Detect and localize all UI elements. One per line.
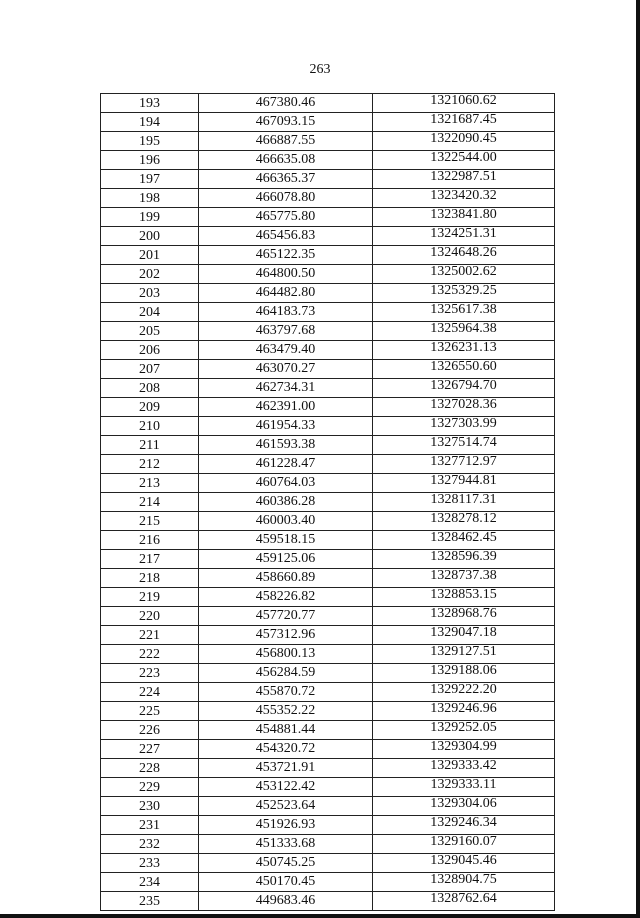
- table-row: [101, 854, 555, 873]
- y-coordinate-cell: 1328737.38: [373, 569, 555, 588]
- table-row: [101, 626, 555, 645]
- y-coordinate-cell: 1328596.39: [373, 550, 555, 569]
- table-row: [101, 683, 555, 702]
- table-row: [101, 151, 555, 170]
- y-coordinate-cell: 1328117.31: [373, 493, 555, 512]
- point-number-cell: 214: [101, 493, 199, 512]
- point-number-cell: 212: [101, 455, 199, 474]
- y-coordinate-cell: 1326794.70: [373, 379, 555, 398]
- x-coordinate-cell: 464482.80: [199, 284, 373, 303]
- y-coordinate-cell: 1328853.15: [373, 588, 555, 607]
- y-coordinate-cell: 1329160.07: [373, 835, 555, 854]
- table-row: [101, 721, 555, 740]
- table-row: [101, 702, 555, 721]
- table-row: [101, 132, 555, 151]
- y-coordinate-cell: 1328904.75: [373, 873, 555, 892]
- point-number-cell: 221: [101, 626, 199, 645]
- y-coordinate-cell: 1324251.31: [373, 227, 555, 246]
- x-coordinate-cell: 457312.96: [199, 626, 373, 645]
- table-row: [101, 284, 555, 303]
- y-coordinate-cell: 1323420.32: [373, 189, 555, 208]
- table-row: [101, 246, 555, 265]
- x-coordinate-cell: 453721.91: [199, 759, 373, 778]
- y-coordinate-cell: 1321060.62: [373, 94, 555, 113]
- x-coordinate-cell: 459125.06: [199, 550, 373, 569]
- point-number-cell: 202: [101, 265, 199, 284]
- coordinates-table-body: [101, 94, 555, 911]
- point-number-cell: 216: [101, 531, 199, 550]
- x-coordinate-cell: 463797.68: [199, 322, 373, 341]
- point-number-cell: 231: [101, 816, 199, 835]
- x-coordinate-cell: 465456.83: [199, 227, 373, 246]
- table-row: [101, 778, 555, 797]
- point-number-cell: 232: [101, 835, 199, 854]
- table-row: [101, 322, 555, 341]
- y-coordinate-cell: 1321687.45: [373, 113, 555, 132]
- y-coordinate-cell: 1325964.38: [373, 322, 555, 341]
- point-number-cell: 230: [101, 797, 199, 816]
- point-number-cell: 226: [101, 721, 199, 740]
- x-coordinate-cell: 450170.45: [199, 873, 373, 892]
- x-coordinate-cell: 460386.28: [199, 493, 373, 512]
- table-row: [101, 816, 555, 835]
- point-number-cell: 210: [101, 417, 199, 436]
- x-coordinate-cell: 465775.80: [199, 208, 373, 227]
- table-row: [101, 759, 555, 778]
- point-number-cell: 215: [101, 512, 199, 531]
- table-row: [101, 208, 555, 227]
- x-coordinate-cell: 456284.59: [199, 664, 373, 683]
- point-number-cell: 193: [101, 94, 199, 113]
- table-row: [101, 398, 555, 417]
- table-row: [101, 607, 555, 626]
- point-number-cell: 222: [101, 645, 199, 664]
- point-number-cell: 234: [101, 873, 199, 892]
- x-coordinate-cell: 464800.50: [199, 265, 373, 284]
- y-coordinate-cell: 1328762.64: [373, 892, 555, 911]
- y-coordinate-cell: 1329188.06: [373, 664, 555, 683]
- table-row: [101, 360, 555, 379]
- point-number-cell: 224: [101, 683, 199, 702]
- point-number-cell: 195: [101, 132, 199, 151]
- table-row: [101, 493, 555, 512]
- x-coordinate-cell: 466078.80: [199, 189, 373, 208]
- y-coordinate-cell: 1329304.06: [373, 797, 555, 816]
- x-coordinate-cell: 452523.64: [199, 797, 373, 816]
- x-coordinate-cell: 461228.47: [199, 455, 373, 474]
- point-number-cell: 203: [101, 284, 199, 303]
- x-coordinate-cell: 464183.73: [199, 303, 373, 322]
- table-row: [101, 170, 555, 189]
- page-edge-right: [636, 0, 640, 918]
- point-number-cell: 208: [101, 379, 199, 398]
- x-coordinate-cell: 455870.72: [199, 683, 373, 702]
- x-coordinate-cell: 460764.03: [199, 474, 373, 493]
- y-coordinate-cell: 1327028.36: [373, 398, 555, 417]
- point-number-cell: 223: [101, 664, 199, 683]
- point-number-cell: 229: [101, 778, 199, 797]
- y-coordinate-cell: 1329333.42: [373, 759, 555, 778]
- y-coordinate-cell: 1328278.12: [373, 512, 555, 531]
- x-coordinate-cell: 463070.27: [199, 360, 373, 379]
- table-row: [101, 512, 555, 531]
- x-coordinate-cell: 455352.22: [199, 702, 373, 721]
- table-row: [101, 341, 555, 360]
- point-number-cell: 205: [101, 322, 199, 341]
- x-coordinate-cell: 466887.55: [199, 132, 373, 151]
- point-number-cell: 196: [101, 151, 199, 170]
- point-number-cell: 235: [101, 892, 199, 911]
- y-coordinate-cell: 1329127.51: [373, 645, 555, 664]
- y-coordinate-cell: 1327944.81: [373, 474, 555, 493]
- y-coordinate-cell: 1325329.25: [373, 284, 555, 303]
- x-coordinate-cell: 462734.31: [199, 379, 373, 398]
- point-number-cell: 204: [101, 303, 199, 322]
- x-coordinate-cell: 458226.82: [199, 588, 373, 607]
- y-coordinate-cell: 1329047.18: [373, 626, 555, 645]
- x-coordinate-cell: 465122.35: [199, 246, 373, 265]
- x-coordinate-cell: 463479.40: [199, 341, 373, 360]
- table-row: [101, 265, 555, 284]
- table-row: [101, 531, 555, 550]
- x-coordinate-cell: 454320.72: [199, 740, 373, 759]
- table-row: [101, 455, 555, 474]
- page-number: 263: [309, 62, 331, 77]
- x-coordinate-cell: 467093.15: [199, 113, 373, 132]
- y-coordinate-cell: 1326231.13: [373, 341, 555, 360]
- point-number-cell: 227: [101, 740, 199, 759]
- y-coordinate-cell: 1329222.20: [373, 683, 555, 702]
- y-coordinate-cell: 1326550.60: [373, 360, 555, 379]
- table-row: [101, 797, 555, 816]
- y-coordinate-cell: 1329333.11: [373, 778, 555, 797]
- y-coordinate-cell: 1323841.80: [373, 208, 555, 227]
- x-coordinate-cell: 451926.93: [199, 816, 373, 835]
- x-coordinate-cell: 460003.40: [199, 512, 373, 531]
- table-row: [101, 892, 555, 911]
- table-row: [101, 569, 555, 588]
- point-number-cell: 220: [101, 607, 199, 626]
- table-row: [101, 645, 555, 664]
- coordinates-table: [100, 93, 555, 911]
- point-number-cell: 213: [101, 474, 199, 493]
- x-coordinate-cell: 458660.89: [199, 569, 373, 588]
- point-number-cell: 201: [101, 246, 199, 265]
- table-row: [101, 835, 555, 854]
- point-number-cell: 207: [101, 360, 199, 379]
- y-coordinate-cell: 1325002.62: [373, 265, 555, 284]
- point-number-cell: 200: [101, 227, 199, 246]
- x-coordinate-cell: 466635.08: [199, 151, 373, 170]
- y-coordinate-cell: 1329246.34: [373, 816, 555, 835]
- table-row: [101, 227, 555, 246]
- table-row: [101, 664, 555, 683]
- point-number-cell: 197: [101, 170, 199, 189]
- y-coordinate-cell: 1329304.99: [373, 740, 555, 759]
- y-coordinate-cell: 1327514.74: [373, 436, 555, 455]
- x-coordinate-cell: 451333.68: [199, 835, 373, 854]
- table-row: [101, 474, 555, 493]
- y-coordinate-cell: 1329246.96: [373, 702, 555, 721]
- point-number-cell: 228: [101, 759, 199, 778]
- point-number-cell: 218: [101, 569, 199, 588]
- table-row: [101, 550, 555, 569]
- x-coordinate-cell: 459518.15: [199, 531, 373, 550]
- x-coordinate-cell: 467380.46: [199, 94, 373, 113]
- y-coordinate-cell: 1325617.38: [373, 303, 555, 322]
- y-coordinate-cell: 1329045.46: [373, 854, 555, 873]
- x-coordinate-cell: 461954.33: [199, 417, 373, 436]
- table-row: [101, 94, 555, 113]
- y-coordinate-cell: 1329252.05: [373, 721, 555, 740]
- point-number-cell: 219: [101, 588, 199, 607]
- table-row: [101, 379, 555, 398]
- y-coordinate-cell: 1322090.45: [373, 132, 555, 151]
- point-number-cell: 225: [101, 702, 199, 721]
- page-edge-bottom: [0, 914, 640, 918]
- x-coordinate-cell: 461593.38: [199, 436, 373, 455]
- y-coordinate-cell: 1328462.45: [373, 531, 555, 550]
- table-row: [101, 113, 555, 132]
- point-number-cell: 233: [101, 854, 199, 873]
- y-coordinate-cell: 1322544.00: [373, 151, 555, 170]
- x-coordinate-cell: 449683.46: [199, 892, 373, 911]
- y-coordinate-cell: 1328968.76: [373, 607, 555, 626]
- table-row: [101, 189, 555, 208]
- x-coordinate-cell: 462391.00: [199, 398, 373, 417]
- x-coordinate-cell: 450745.25: [199, 854, 373, 873]
- point-number-cell: 194: [101, 113, 199, 132]
- y-coordinate-cell: 1324648.26: [373, 246, 555, 265]
- y-coordinate-cell: 1327712.97: [373, 455, 555, 474]
- table-row: [101, 588, 555, 607]
- point-number-cell: 198: [101, 189, 199, 208]
- point-number-cell: 217: [101, 550, 199, 569]
- x-coordinate-cell: 466365.37: [199, 170, 373, 189]
- x-coordinate-cell: 454881.44: [199, 721, 373, 740]
- table-row: [101, 873, 555, 892]
- point-number-cell: 199: [101, 208, 199, 227]
- table-row: [101, 740, 555, 759]
- x-coordinate-cell: 456800.13: [199, 645, 373, 664]
- x-coordinate-cell: 457720.77: [199, 607, 373, 626]
- x-coordinate-cell: 453122.42: [199, 778, 373, 797]
- table-row: [101, 417, 555, 436]
- point-number-cell: 209: [101, 398, 199, 417]
- point-number-cell: 211: [101, 436, 199, 455]
- y-coordinate-cell: 1322987.51: [373, 170, 555, 189]
- table-row: [101, 303, 555, 322]
- y-coordinate-cell: 1327303.99: [373, 417, 555, 436]
- point-number-cell: 206: [101, 341, 199, 360]
- table-row: [101, 436, 555, 455]
